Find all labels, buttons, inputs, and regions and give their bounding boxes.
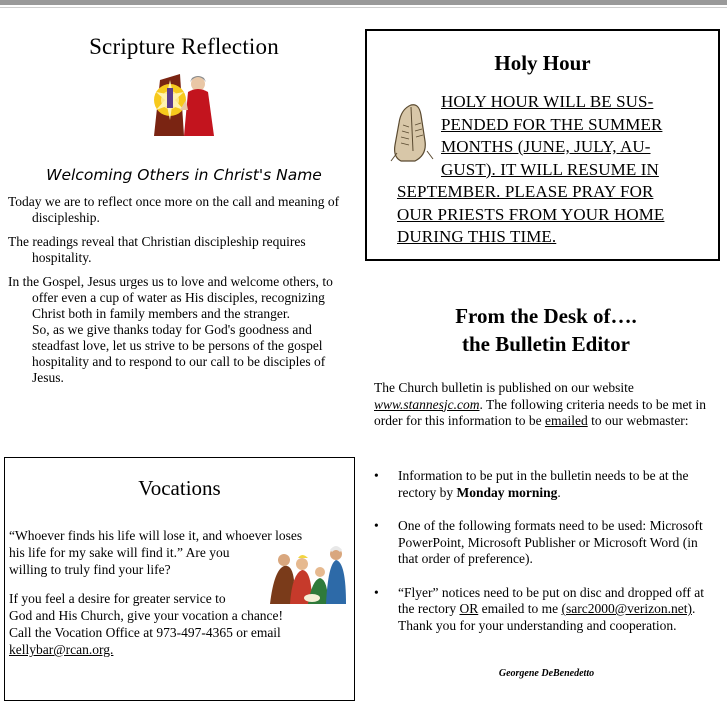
vocations-title: Vocations	[138, 476, 221, 500]
vocations-line: “Whoever finds his life will lose it, and whoever loses	[9, 528, 303, 543]
prayer-clipart-icon	[150, 70, 216, 138]
bulletin-editor-title-line2: the Bulletin Editor	[461, 332, 630, 356]
holy-hour-line: MONTHS (JUNE, JULY, AU-	[441, 137, 651, 156]
holy-hour-line: SEPTEMBER. PLEASE PRAY FOR	[397, 182, 654, 201]
intro-text: . The following criteria needs to be met in order for this information to be	[374, 396, 707, 428]
holy-hour-notice	[397, 91, 720, 249]
top-rule-thin	[0, 7, 727, 8]
vocations-line: If you feel a desire for greater service to	[9, 591, 226, 606]
vocations-line: God and His Church, give your vocation a chance!	[9, 608, 284, 623]
deadline-text: Monday morning	[456, 484, 558, 500]
vocations-box	[4, 457, 355, 701]
holy-hour-line: PENDED FOR THE SUMMER	[441, 114, 663, 134]
vocations-line: his life for my sake will find it.” Are you	[9, 545, 230, 560]
editor-email-link[interactable]: (sarc2000@verizon.net)	[561, 601, 692, 616]
criteria-list	[374, 468, 719, 651]
intro-text: to our webmaster:	[591, 413, 689, 428]
holy-hour-line: HOLY HOUR WILL BE SUS-	[441, 92, 654, 111]
top-rule	[0, 0, 727, 5]
scripture-paragraph: Today we are to reflect once more on the call and meaning of discipleship.	[8, 194, 340, 225]
vocations-line: willing to truly find your life?	[9, 562, 171, 577]
bulletin-editor-title-line1: From the Desk of….	[455, 304, 637, 328]
bulletin-editor-title	[365, 302, 727, 358]
holy-hour-line: OUR PRIESTS FROM YOUR HOME	[397, 204, 665, 224]
holy-hour-box	[365, 29, 720, 261]
holy-hour-title: Holy Hour	[494, 51, 591, 75]
emailed-text: emailed	[544, 413, 588, 428]
holy-hour-line: GUST). IT WILL RESUME IN	[441, 159, 659, 179]
editor-signature: Georgene DeBenedetto	[498, 668, 595, 679]
scripture-paragraph: In the Gospel, Jesus urges us to love and welcome others, to offer even a cup of water as His disciples, recognizing Christ both in family members and the stranger.	[8, 274, 333, 321]
list-item: • “Flyer” notices need to be put on disc and dropped off at the rectory OR emailed to me (sarc2000@verizon.net). Thank you for your understanding and cooperation.	[374, 585, 719, 635]
vocations-email-link[interactable]: kellybar@rcan.org.	[9, 642, 114, 657]
scripture-title: Scripture Reflection	[89, 34, 279, 59]
list-item: • Information to be put in the bulletin needs to be at the rectory by Monday morning.	[374, 468, 719, 501]
scripture-body	[8, 194, 352, 394]
holy-hour-line: DURING THIS TIME.	[397, 227, 557, 246]
thank-you-text: Thank you for your understanding and cooperation.	[398, 617, 677, 633]
scripture-paragraph: The readings reveal that Christian discipleship requires hospitality.	[8, 234, 306, 265]
scripture-paragraph: So, as we give thanks today for God's goodness and steadfast love, let us strive to be persons of the gospel hospitality and to respond to our call to be disciples of Jesus.	[32, 322, 326, 385]
vocations-body	[9, 527, 354, 658]
vocations-line: Call the Vocation Office at 973-497-4365 or email	[9, 625, 281, 640]
intro-text: The Church bulletin is published on our website	[374, 380, 634, 395]
website-link[interactable]: www.stannesjc.com	[374, 396, 480, 412]
scripture-subtitle: Welcoming Others in Christ's Name	[46, 166, 322, 184]
list-item: • One of the following formats need to be used: Microsoft PowerPoint, Microsoft Publisher or Microsoft Word (in that order of preference).	[374, 518, 719, 568]
bulletin-editor-intro	[374, 380, 719, 430]
